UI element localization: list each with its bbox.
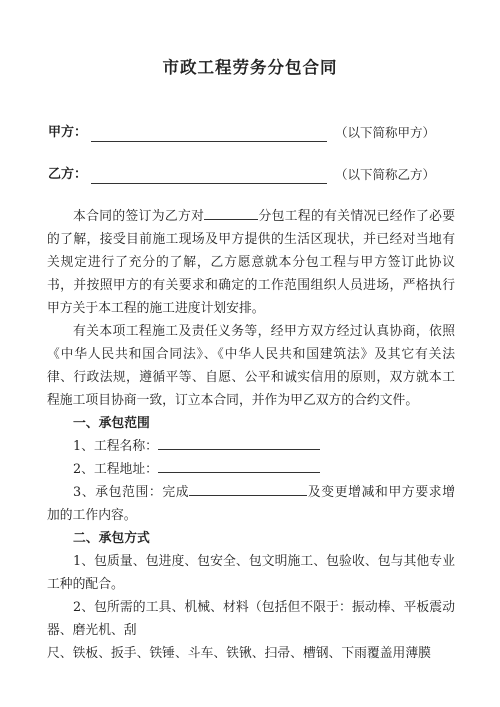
party-a-note: （以下简称甲方）	[335, 125, 436, 140]
item-1-label: 1、工程名称：	[73, 439, 158, 454]
intro-p1-rest: 分包工程的有关情况已经作了必要的了解，接受目前施工现场及甲方提供的生活区现状，并已经对当地有关规定进行了充分的了解，乙方愿意就本分包工程与甲方签订此协议书，并按照甲方的有关要求和确定的工作范围组织人员进场，严格执行甲方关于本工程的施工进度计划安排。	[47, 209, 456, 316]
party-b-line	[48, 166, 435, 184]
party-a-line	[48, 124, 435, 142]
scope-blank	[189, 482, 307, 496]
project-name-blank	[204, 206, 258, 220]
project-title-blank	[158, 436, 320, 450]
section-1-item-2	[47, 458, 455, 481]
section-1-heading: 一、承包范围	[73, 416, 150, 431]
intro-paragraph-1	[47, 205, 455, 320]
party-b-blank	[91, 169, 327, 184]
party-a-blank	[91, 127, 327, 142]
section-2-heading: 二、承包方式	[73, 531, 150, 546]
section-1-item-1	[47, 435, 455, 458]
document-title: 市政工程劳务分包合同	[162, 58, 338, 77]
section-1-item-3	[47, 481, 455, 527]
section-2-item-2-continued: 尺、铁板、扳手、铁锤、斗车、铁锹、扫帚、槽钢、下雨覆盖用薄膜	[47, 646, 431, 661]
party-b-label: 乙方：	[48, 167, 88, 182]
item-3-rest: 及变更增减和甲方要求增加的工作内容。	[47, 485, 455, 523]
party-b-note: （以下简称乙方）	[335, 167, 436, 182]
item-2-label: 2、工程地址：	[73, 462, 158, 477]
item-3-start: 3、承包范围：完成	[73, 485, 190, 500]
section-2-item-1: 1、包质量、包进度、包安全、包文明施工、包验收、包与其他专业工种的配合。	[47, 554, 455, 592]
project-address-blank	[158, 459, 320, 473]
section-2-item-2: 2、包所需的工具、机械、材料（包括但不限于：振动棒、平板震动器、磨光机、刮	[47, 600, 455, 638]
party-a-label: 甲方：	[48, 125, 88, 140]
intro-paragraph-2: 有关本项工程施工及责任义务等，经甲方双方经过认真协商，依照《中华人民共和国合同法》、《中华人民共和国建筑法》及其它有关法律、行政法规，遵循平等、自愿、公平和诚实信用的原则，双方就本工程施工项目协商一致，订立本合同，并作为甲乙双方的合约文件。	[47, 324, 455, 408]
intro-p1-start: 本合同的签订为乙方对	[73, 209, 205, 224]
